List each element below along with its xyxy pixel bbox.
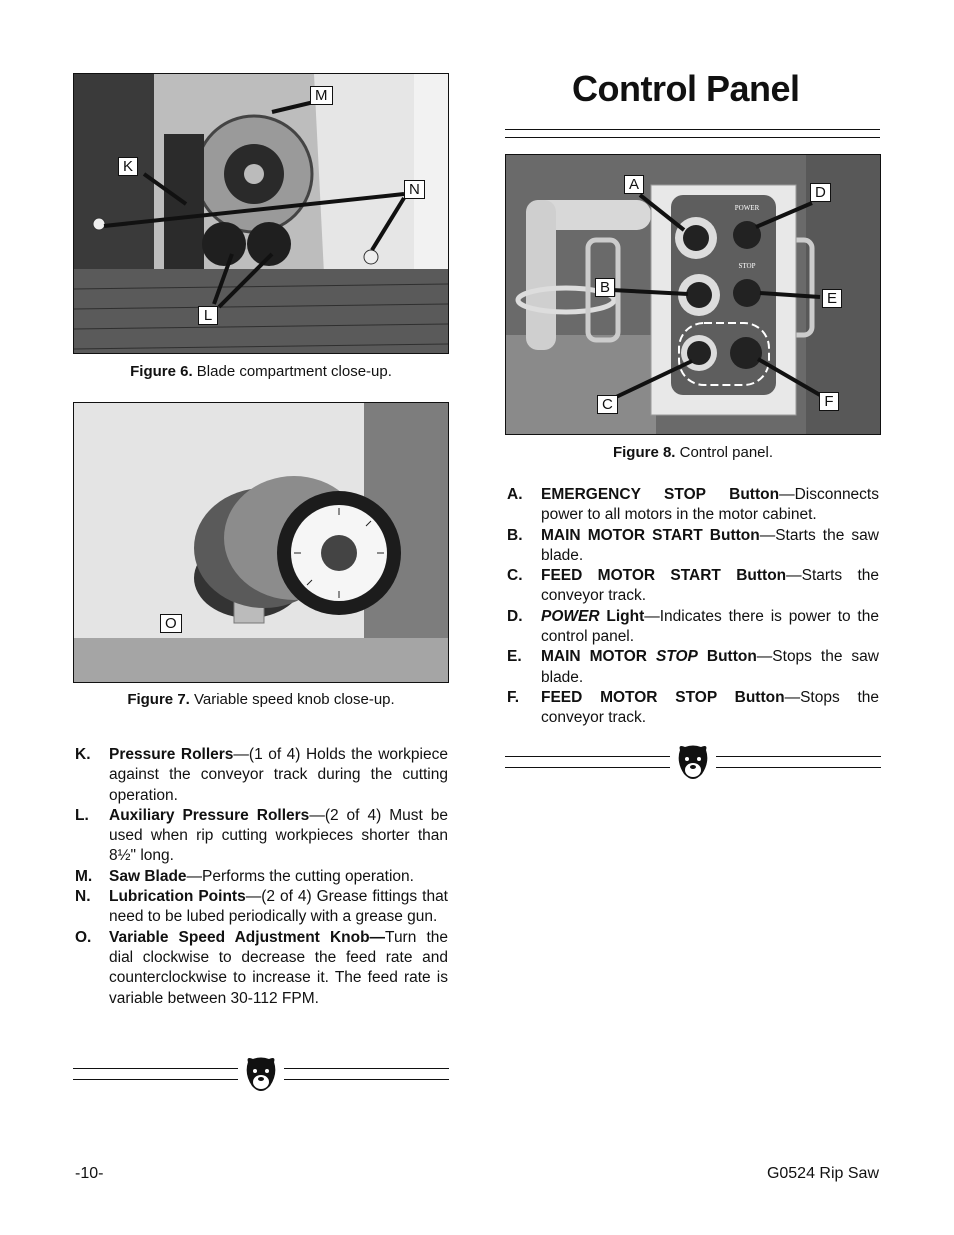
bear-logo-icon [676, 744, 710, 782]
power-panel-label: POWER [734, 204, 760, 212]
page-number: -10- [75, 1165, 104, 1182]
callout-b: B [595, 278, 615, 297]
callout-a: A [624, 175, 644, 194]
page-title: Control Panel [572, 68, 800, 109]
callout-e: E [822, 289, 842, 308]
callout-d: D [810, 183, 831, 202]
left-component-list [75, 745, 448, 1009]
stop-panel-label: STOP [738, 262, 756, 270]
list-item: N. Lubrication Points—(2 of 4) Grease fittings that need to be lubed periodically with a grease gun. [75, 888, 448, 926]
bear-logo-icon [244, 1056, 278, 1094]
list-item: B. MAIN MOTOR START Button—Starts the saw blade. [507, 526, 879, 564]
list-item: K. Pressure Rollers—(1 of 4) Holds the workpiece against the conveyor track during the cutting operation. [75, 746, 448, 804]
figure-6-caption: Figure 6. Blade compartment close-up. [130, 363, 392, 380]
title-rule-bottom [505, 137, 880, 138]
figure-6-photo [73, 73, 449, 354]
list-item: E. MAIN MOTOR STOP Button—Stops the saw blade. [507, 648, 879, 686]
control-panel-list [507, 485, 879, 729]
callout-f: F [819, 392, 839, 411]
callout-k: K [118, 157, 138, 176]
list-item: L. Auxiliary Pressure Rollers—(2 of 4) Must be used when rip cutting workpieces shorter than 8½" long. [75, 806, 448, 865]
model-name: G0524 Rip Saw [766, 1165, 879, 1182]
list-item: M. Saw Blade—Performs the cutting operation. [75, 867, 414, 885]
callout-n: N [404, 180, 425, 199]
list-item: D. POWER Light—Indicates there is power to the control panel. [507, 607, 879, 646]
figure-7-caption: Figure 7. Variable speed knob close-up. [127, 691, 395, 708]
figure-8-photo [505, 154, 881, 435]
variable-speed-knob-image [74, 403, 449, 683]
callout-c: C [597, 395, 618, 414]
figure-8-caption: Figure 8. Control panel. [612, 444, 774, 461]
callout-l: L [198, 306, 218, 325]
list-item: F. FEED MOTOR STOP Button—Stops the conveyor track. [507, 688, 879, 727]
list-item: O. Variable Speed Adjustment Knob—Turn the dial clockwise to decrease the feed rate and counterclockwise to increase it. The feed rate is variable between 30-112 FPM. [75, 928, 448, 1007]
section-divider-left [73, 1060, 449, 1090]
figure-7-photo [73, 402, 449, 683]
section-divider-right [505, 748, 881, 778]
title-rule-top [505, 129, 880, 130]
callout-m: M [310, 86, 333, 105]
list-item: A. EMERGENCY STOP Button—Disconnects power to all motors in the motor cabinet. [507, 486, 879, 524]
callout-o: O [160, 614, 182, 633]
blade-compartment-image [74, 74, 449, 354]
list-item: C. FEED MOTOR START Button—Starts the conveyor track. [507, 567, 879, 605]
